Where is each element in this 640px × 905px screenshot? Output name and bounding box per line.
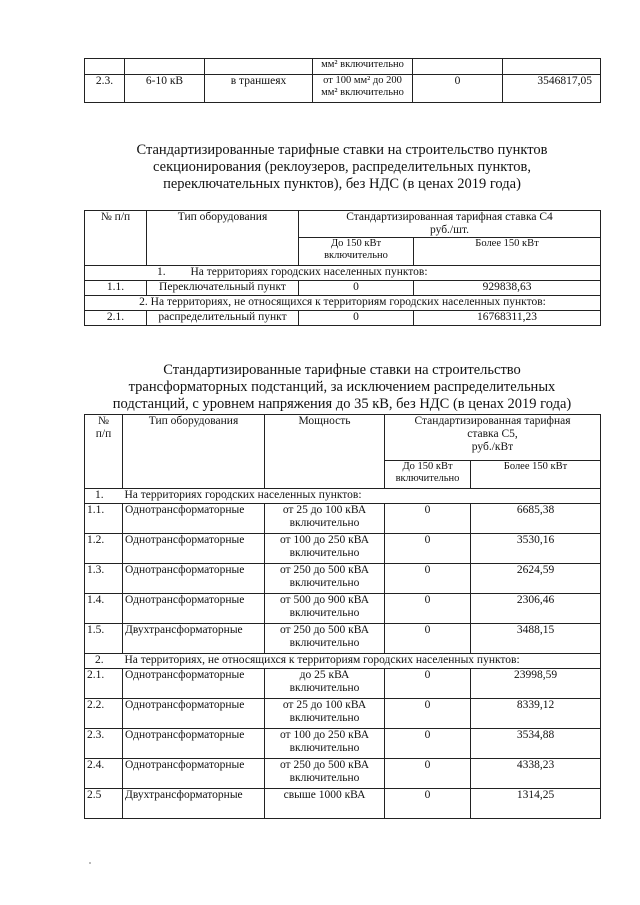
power-cell bbox=[265, 789, 385, 819]
power-line: включительно bbox=[289, 517, 360, 529]
section-text: На территориях городских населенных пунктов: bbox=[124, 489, 362, 501]
power-line: от 500 до 900 кВА bbox=[279, 594, 370, 606]
power-cell bbox=[265, 669, 385, 699]
rate-upto-cell: 0 bbox=[385, 669, 471, 699]
rate-over-cell: 3488,15 bbox=[471, 624, 601, 654]
table-row bbox=[85, 699, 601, 729]
section-number: 2. bbox=[95, 654, 104, 666]
power-cell bbox=[265, 594, 385, 624]
power-line: от 100 до 250 кВА bbox=[279, 729, 370, 741]
power-cell bbox=[265, 699, 385, 729]
table-row bbox=[85, 759, 601, 789]
section-cell bbox=[313, 75, 413, 103]
table-header-row bbox=[85, 415, 601, 461]
row-number: 1.4. bbox=[85, 594, 123, 624]
power-cell bbox=[265, 534, 385, 564]
scan-speck bbox=[89, 862, 91, 864]
power-line: от 25 до 100 кВА bbox=[282, 504, 367, 516]
rate-over-cell: 3546817,05 bbox=[503, 75, 601, 103]
power-cell bbox=[265, 504, 385, 534]
rate-upto-cell: 0 bbox=[299, 311, 414, 326]
power-line: от 25 до 100 кВА bbox=[282, 699, 367, 711]
equipment-type-cell: Однотрансформаторные bbox=[123, 534, 265, 564]
table-row bbox=[85, 669, 601, 699]
header-number bbox=[85, 415, 123, 489]
header-equipment-type: Тип оборудования bbox=[123, 415, 265, 489]
equipment-type-cell: Однотрансформаторные bbox=[123, 594, 265, 624]
row-number bbox=[85, 59, 125, 75]
urban-rows bbox=[85, 504, 601, 654]
power-line: свыше 1000 кВА bbox=[283, 789, 366, 801]
equipment-type-cell: Однотрансформаторные bbox=[123, 504, 265, 534]
header-line: До 150 кВт bbox=[402, 461, 453, 472]
rate-upto-cell: 0 bbox=[299, 281, 414, 296]
row-number: 1.1. bbox=[85, 281, 147, 296]
rate-upto-cell: 0 bbox=[385, 759, 471, 789]
header-rate-line: руб./шт. bbox=[430, 224, 470, 236]
power-line: до 25 кВА bbox=[299, 669, 350, 681]
power-line: включительно bbox=[289, 712, 360, 724]
rate-over-cell: 929838,63 bbox=[414, 281, 601, 296]
section-row bbox=[85, 489, 601, 504]
section-heading-c5 bbox=[84, 362, 600, 413]
row-number: 1.3. bbox=[85, 564, 123, 594]
rate-upto-cell: 0 bbox=[385, 504, 471, 534]
table-row bbox=[85, 59, 601, 75]
heading-line: трансформаторных подстанций, за исключением распределительных bbox=[128, 379, 556, 395]
rate-over-cell: 6685,38 bbox=[471, 504, 601, 534]
header-rate-line: Стандартизированная тарифная bbox=[414, 415, 571, 427]
power-cell bbox=[265, 564, 385, 594]
voltage-cell: 6-10 кВ bbox=[125, 75, 205, 103]
power-cell bbox=[265, 624, 385, 654]
section-line: от 100 мм² до 200 bbox=[323, 75, 402, 86]
rate-over-cell: 23998,59 bbox=[471, 669, 601, 699]
rate-upto-cell: 0 bbox=[385, 699, 471, 729]
rate-upto-cell: 0 bbox=[385, 534, 471, 564]
equipment-type-cell: Двухтрансформаторные bbox=[123, 789, 265, 819]
header-line: включительно bbox=[324, 250, 388, 261]
power-line: включительно bbox=[289, 637, 360, 649]
header-upto-150 bbox=[385, 461, 471, 489]
table-row bbox=[85, 504, 601, 534]
header-rate-line: ставка С5, bbox=[467, 428, 518, 440]
table-row bbox=[85, 75, 601, 103]
row-number: 2.3. bbox=[85, 75, 125, 103]
power-line: включительно bbox=[289, 577, 360, 589]
row-number: 1.1. bbox=[85, 504, 123, 534]
power-line: включительно bbox=[289, 682, 360, 694]
table-row bbox=[85, 624, 601, 654]
section-text: На территориях, не относящихся к территориям городских населенных пунктов: bbox=[124, 654, 520, 666]
header-line: п/п bbox=[95, 428, 112, 440]
power-cell bbox=[265, 759, 385, 789]
section-number: 1. bbox=[95, 489, 104, 501]
power-line: включительно bbox=[289, 607, 360, 619]
rate-upto-cell: 0 bbox=[385, 789, 471, 819]
power-line: включительно bbox=[289, 742, 360, 754]
equipment-type-cell: Двухтрансформаторные bbox=[123, 624, 265, 654]
equipment-type-cell: Однотрансформаторные bbox=[123, 699, 265, 729]
equipment-type-cell: Переключательный пункт bbox=[147, 281, 299, 296]
rate-upto-cell: 0 bbox=[385, 624, 471, 654]
row-number: 2.4. bbox=[85, 759, 123, 789]
power-line: включительно bbox=[289, 547, 360, 559]
section-title bbox=[85, 266, 601, 281]
row-number: 2.1. bbox=[85, 311, 147, 326]
equipment-type-cell: Однотрансформаторные bbox=[123, 669, 265, 699]
row-number: 2.5 bbox=[85, 789, 123, 819]
heading-line: Стандартизированные тарифные ставки на строительство bbox=[163, 362, 521, 378]
cable-rates-table-fragment bbox=[84, 58, 601, 103]
rate-upto-cell: 0 bbox=[385, 564, 471, 594]
table-row bbox=[85, 311, 601, 326]
header-over-150: Более 150 кВт bbox=[414, 238, 601, 266]
header-over-150: Более 150 кВт bbox=[471, 461, 601, 489]
row-number: 2.2. bbox=[85, 699, 123, 729]
rate-over-cell: 1314,25 bbox=[471, 789, 601, 819]
equipment-type-cell: Однотрансформаторные bbox=[123, 729, 265, 759]
heading-line: Стандартизированные тарифные ставки на строительство пунктов bbox=[136, 142, 548, 158]
section-row bbox=[85, 654, 601, 669]
section-title bbox=[85, 489, 601, 504]
table-row bbox=[85, 594, 601, 624]
header-rate bbox=[385, 415, 601, 461]
heading-line: секционирования (реклоузеров, распределительных пунктов, bbox=[153, 159, 531, 175]
section-cell: мм² включительно bbox=[313, 59, 413, 75]
header-rate bbox=[299, 211, 601, 238]
header-power: Мощность bbox=[265, 415, 385, 489]
header-number: № п/п bbox=[85, 211, 147, 266]
table-row bbox=[85, 729, 601, 759]
header-rate-line: Стандартизированная тарифная ставка С4 bbox=[346, 211, 553, 223]
section-number: 1. bbox=[157, 266, 166, 278]
header-line: № bbox=[98, 415, 109, 427]
rate-upto-cell: 0 bbox=[385, 729, 471, 759]
power-cell bbox=[265, 729, 385, 759]
table-row bbox=[85, 789, 601, 819]
equipment-type-cell: Однотрансформаторные bbox=[123, 564, 265, 594]
rate-over-cell: 8339,12 bbox=[471, 699, 601, 729]
table-row bbox=[85, 281, 601, 296]
section-line: мм² включительно bbox=[321, 87, 404, 98]
rate-over-cell: 2624,59 bbox=[471, 564, 601, 594]
rate-over-cell: 2306,46 bbox=[471, 594, 601, 624]
non-urban-rows bbox=[85, 669, 601, 819]
rate-upto-cell bbox=[413, 59, 503, 75]
section-title: 2. На территориях, не относящихся к территориям городских населенных пунктов: bbox=[85, 296, 601, 311]
rate-over-cell: 4338,23 bbox=[471, 759, 601, 789]
header-upto-150 bbox=[299, 238, 414, 266]
rate-over-cell bbox=[503, 59, 601, 75]
table-row bbox=[85, 534, 601, 564]
power-line: от 250 до 500 кВА bbox=[279, 759, 370, 771]
power-line: от 100 до 250 кВА bbox=[279, 534, 370, 546]
section-title bbox=[85, 654, 601, 669]
c4-rates-table bbox=[84, 210, 601, 326]
voltage-cell bbox=[125, 59, 205, 75]
row-number: 2.3. bbox=[85, 729, 123, 759]
table-header-row bbox=[85, 211, 601, 238]
power-line: от 250 до 500 кВА bbox=[279, 564, 370, 576]
equipment-type-cell: распределительный пункт bbox=[147, 311, 299, 326]
header-equipment-type: Тип оборудования bbox=[147, 211, 299, 266]
rate-upto-cell: 0 bbox=[413, 75, 503, 103]
header-line: включительно bbox=[395, 473, 460, 484]
c5-rates-table bbox=[84, 414, 601, 819]
rate-over-cell: 3534,88 bbox=[471, 729, 601, 759]
equipment-type-cell: Однотрансформаторные bbox=[123, 759, 265, 789]
table-row bbox=[85, 564, 601, 594]
row-number: 1.5. bbox=[85, 624, 123, 654]
rate-over-cell: 16768311,23 bbox=[414, 311, 601, 326]
rate-upto-cell: 0 bbox=[385, 594, 471, 624]
method-cell bbox=[205, 59, 313, 75]
rate-over-cell: 3530,16 bbox=[471, 534, 601, 564]
power-line: от 250 до 500 кВА bbox=[279, 624, 370, 636]
row-number: 2.1. bbox=[85, 669, 123, 699]
method-cell: в траншеях bbox=[205, 75, 313, 103]
section-row bbox=[85, 296, 601, 311]
section-heading-c4 bbox=[84, 142, 600, 193]
row-number: 1.2. bbox=[85, 534, 123, 564]
section-row bbox=[85, 266, 601, 281]
heading-line: переключательных пунктов), без НДС (в ценах 2019 года) bbox=[163, 176, 521, 192]
section-text: На территориях городских населенных пунктов: bbox=[190, 266, 428, 278]
heading-line: подстанций, с уровнем напряжения до 35 кВ, без НДС (в ценах 2019 года) bbox=[112, 396, 572, 412]
power-line: включительно bbox=[289, 772, 360, 784]
header-line: До 150 кВт bbox=[330, 238, 382, 249]
header-rate-line: руб./кВт bbox=[471, 441, 514, 453]
